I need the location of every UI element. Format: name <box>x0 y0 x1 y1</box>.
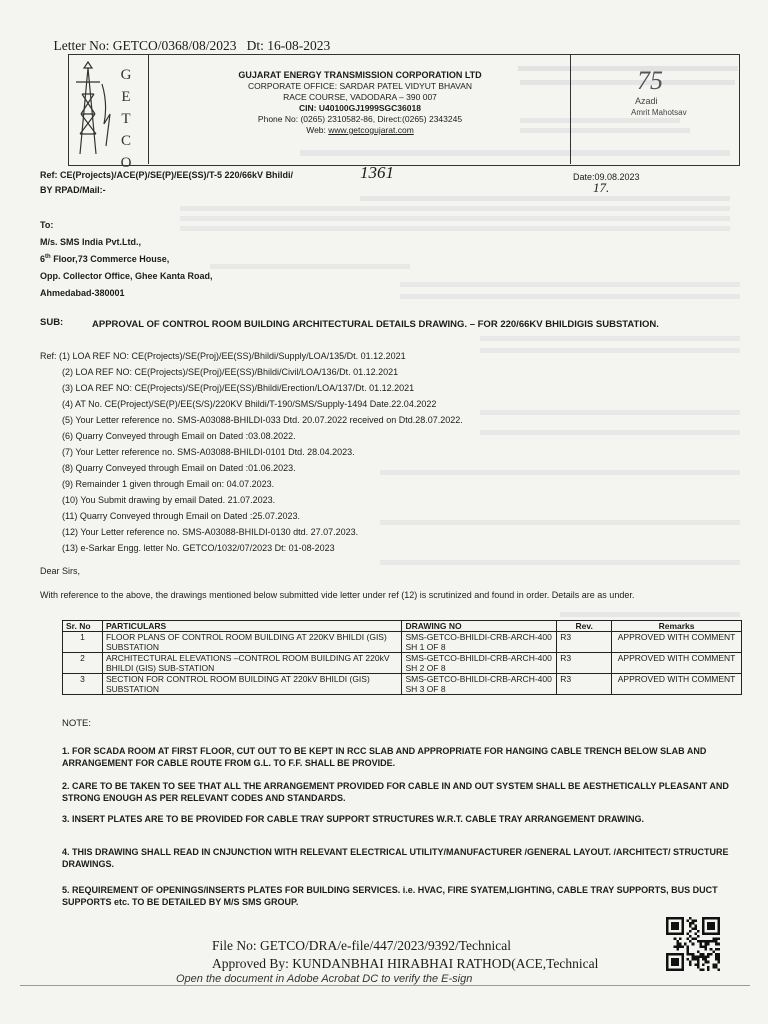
drawings-table <box>62 620 742 695</box>
header-remarks: Remarks <box>612 621 742 632</box>
reference-item: (8) Quarry Conveyed through Email on Dated :01.06.2023. <box>62 463 296 473</box>
reference-item: (9) Remainder 1 given through Email on: 04.07.2023. <box>62 479 275 489</box>
recipient-name: M/s. SMS India Pvt.Ltd., <box>40 237 142 247</box>
handwritten-date-mark: 17. <box>593 180 610 195</box>
mahotsav-label: Amrit Mahotsav <box>631 108 687 117</box>
cell-rev: R3 <box>557 653 612 674</box>
cell-remarks: APPROVED WITH COMMENT <box>612 653 742 674</box>
letter-date-main: Date:09.08.2023 <box>573 172 640 182</box>
company-cin: CIN: U40100GJ1999SGC36018 <box>299 103 421 113</box>
reference-item: (6) Quarry Conveyed through Email on Dated :03.08.2022. <box>62 431 296 441</box>
letter-number: Letter No: GETCO/0368/08/2023 <box>53 38 237 53</box>
note-item: 1. FOR SCADA ROOM AT FIRST FLOOR, CUT OUT TO BE KEPT IN RCC SLAB AND APPROPRIATE FOR HANGING CABLE TRENCH BELOW SLAB AND ARRANGEMENT FOR CABLE ROUTE FROM G.L. TO F.F. SHALL BE PROVIDE. <box>62 746 707 768</box>
web-label: Web: <box>306 125 326 135</box>
letter-date: Dt: 16-08-2023 <box>246 38 331 53</box>
qr-code-icon <box>666 917 720 971</box>
logo-letter: G <box>120 67 132 83</box>
note-item: 5. REQUIREMENT OF OPENINGS/INSERTS PLATES FOR BUILDING SERVICES. i.e. HVAC, FIRE SYATEM,LIGHTING, CABLE TRAY SUPPORTS, BUS DUCT SUPPORTS etc. TO BE DETAILED BY M/S SMS GROUP. <box>62 885 718 907</box>
header-rev: Rev. <box>557 621 612 632</box>
intro-paragraph: With reference to the above, the drawings mentioned below submitted vide letter under ref (12) is scrutinized and found in order. Details are as under. <box>40 590 635 600</box>
company-web-line <box>150 125 570 135</box>
reference-number: Ref: CE(Projects)/ACE(P)/SE(P)/EE(SS)/T-5 220/66kV Bhildi/ <box>40 170 294 180</box>
azadi-amrit-mahotsav-logo <box>570 54 739 164</box>
logo-letters <box>116 64 136 174</box>
logo-letter: T <box>121 111 131 127</box>
header-particulars: PARTICULARS <box>102 621 402 632</box>
cell-drawing-no: SMS-GETCO-BHILDI-CRB-ARCH-400 SH 1 OF 8 <box>402 632 557 653</box>
getco-logo <box>68 54 149 171</box>
subject-text: APPROVAL OF CONTROL ROOM BUILDING ARCHITECTURAL DETAILS DRAWING. – FOR 220/66KV BHILDIGIS SUBSTATION. <box>92 319 659 330</box>
reference-item: (12) Your Letter reference no. SMS-A03088-BHILDI-0130 dtd. 27.07.2023. <box>62 527 359 537</box>
esign-verify-note: Open the document in Adobe Acrobat DC to verify the E-sign <box>176 973 473 985</box>
cell-rev: R3 <box>557 674 612 695</box>
note-item: 4. THIS DRAWING SHALL READ IN CNJUNCTION WITH RELEVANT ELECTRICAL UTILITY/MANUFACTURER /GENERAL LAYOUT. /ARCHITECT/ STRUCTURE DRAWINGS. <box>62 847 729 869</box>
salutation: Dear Sirs, <box>40 566 81 576</box>
table-row <box>63 653 742 674</box>
table-header-row <box>63 621 742 632</box>
delivery-mode: BY RPAD/Mail:- <box>40 185 106 195</box>
file-number: File No: GETCO/DRA/e-file/447/2023/9392/Technical <box>212 938 512 953</box>
company-address: RACE COURSE, VADODARA – 390 007 <box>283 92 437 102</box>
reference-item: (5) Your Letter reference no. SMS-A03088-BHILDI-033 Dtd. 20.07.2022 received on Dtd.28.07.2022. <box>62 415 463 425</box>
logo-letter: O <box>120 155 132 171</box>
cell-drawing-no: SMS-GETCO-BHILDI-CRB-ARCH-400 SH 3 OF 8 <box>402 674 557 695</box>
reference-item: (13) e-Sarkar Engg. letter No. GETCO/1032/07/2023 Dt: 01-08-2023 <box>62 543 335 553</box>
reference-item: (3) LOA REF NO: CE(Projects)/SE(Proj)/EE(SS)/Bhildi/Erection/LOA/137/Dt. 01.12.2021 <box>62 383 415 393</box>
company-phone: Phone No: (0265) 2310582-86, Direct:(0265) 2343245 <box>257 114 463 124</box>
to-label: To: <box>40 220 54 230</box>
table-row <box>63 632 742 653</box>
reference-item: (4) AT No. CE(Project)/SE(P)/EE(S/S)/220KV Bhildi/T-190/SMS/Supply-1494 Date.22.04.2022 <box>62 399 437 409</box>
cell-drawing-no: SMS-GETCO-BHILDI-CRB-ARCH-400 SH 2 OF 8 <box>402 653 557 674</box>
reference-item: (11) Quarry Conveyed through Email on Dated :25.07.2023. <box>62 511 300 521</box>
cell-particulars: SECTION FOR CONTROL ROOM BUILDING AT 220kV BHILDI (GIS) SUBSTATION <box>102 674 402 695</box>
reference-item: (2) LOA REF NO: CE(Projects)/SE(Proj)/EE(SS)/Bhildi/Civil/LOA/136/Dt. 01.12.2021 <box>62 367 399 377</box>
approved-by: Approved By: KUNDANBHAI HIRABHAI RATHOD(ACE,Technical <box>212 956 599 971</box>
cell-remarks: APPROVED WITH COMMENT <box>612 632 742 653</box>
company-name: GUJARAT ENERGY TRANSMISSION CORPORATION LTD <box>238 70 482 80</box>
cell-particulars: FLOOR PLANS OF CONTROL ROOM BUILDING AT 220KV BHILDI (GIS) SUBSTATION <box>102 632 402 653</box>
recipient-address-line-3: Ahmedabad-380001 <box>40 288 125 298</box>
transmission-tower-icon <box>68 54 148 164</box>
header-sr-no: Sr. No <box>63 621 103 632</box>
cell-remarks: APPROVED WITH COMMENT <box>612 674 742 695</box>
logo-letter: C <box>120 133 131 149</box>
azadi-75-mark: 75 <box>637 66 663 95</box>
recipient-address-line-1: 6th Floor,73 Commerce House, <box>40 254 170 264</box>
recipient-address-line-2: Opp. Collector Office, Ghee Kanta Road, <box>40 271 213 281</box>
reference-item: (10) You Submit drawing by email Dated. 21.07.2023. <box>62 495 276 505</box>
bottom-divider <box>20 985 750 986</box>
logo-letter: E <box>121 89 131 105</box>
cell-particulars: ARCHITECTURAL ELEVATIONS –CONTROL ROOM BUILDING AT 220kV BHILDI (GIS) SUB-STATION <box>102 653 402 674</box>
reference-item: (7) Your Letter reference no. SMS-A03088-BHILDI-0101 Dtd. 28.04.2023. <box>62 447 355 457</box>
corporate-office: CORPORATE OFFICE: SARDAR PATEL VIDYUT BHAVAN <box>247 81 473 91</box>
note-item: 3. INSERT PLATES ARE TO BE PROVIDED FOR CABLE TRAY SUPPORT STRUCTURES W.R.T. CABLE TRAY ARRANGEMENT DRAWING. <box>62 814 645 824</box>
note-heading: NOTE: <box>62 718 92 729</box>
azadi-label: Azadi <box>635 96 658 106</box>
reference-item: Ref: (1) LOA REF NO: CE(Projects)/SE(Proj)/EE(SS)/Bhildi/Supply/LOA/135/Dt. 01.12.2021 <box>40 351 406 361</box>
subject-label: SUB: <box>40 317 64 328</box>
cell-sr-no: 1 <box>63 632 103 653</box>
company-website-link[interactable]: www.getcogujarat.com <box>328 125 414 135</box>
cell-sr-no: 3 <box>63 674 103 695</box>
note-item: 2. CARE TO BE TAKEN TO SEE THAT ALL THE ARRANGEMENT PROVIDED FOR CABLE IN AND OUT SYSTEM SHALL BE AESTHETICALLY PLEASANT AND STRONG ENOUGH AS PER RELEVANT CODES AND STANDARDS. <box>62 781 729 803</box>
cell-sr-no: 2 <box>63 653 103 674</box>
table-row <box>63 674 742 695</box>
cell-rev: R3 <box>557 632 612 653</box>
handwritten-reference-number: 1361 <box>360 163 394 182</box>
header-drawing-no: DRAWING NO <box>402 621 557 632</box>
